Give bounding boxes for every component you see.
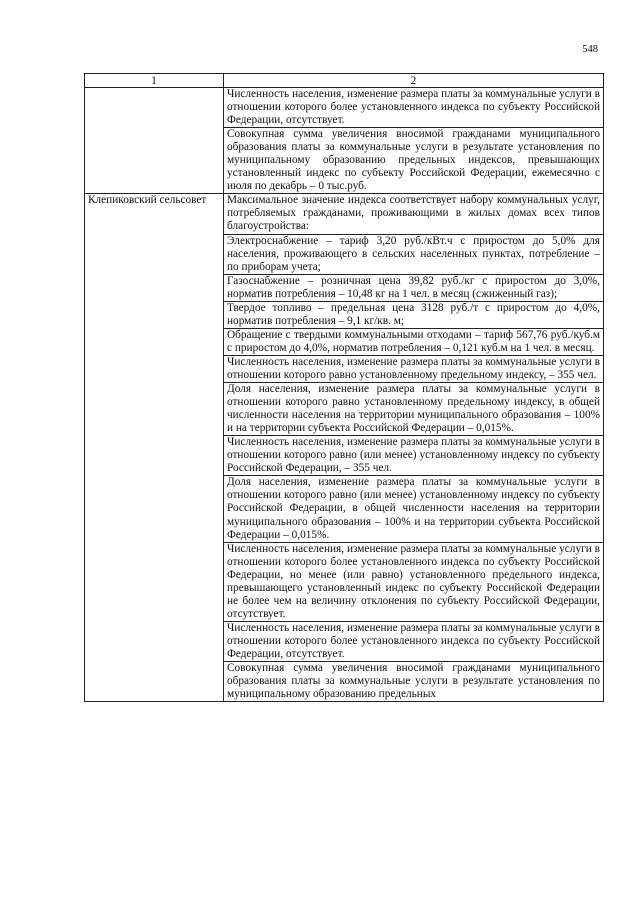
paragraph: Обращение с твердыми коммунальными отходами – тариф 567,76 руб./куб.м с приростом до 4,0%, норматив потребления – 0,121 куб.м на 1 чел. в месяц. [224, 328, 603, 355]
header-row [85, 74, 604, 88]
description-cell [224, 194, 604, 702]
paragraph: Численность населения, изменение размера платы за коммунальные услуги в отношении которого более установленного индекса по субъекту Российской Федерации, отсутствует. [227, 88, 600, 127]
paragraph: Численность населения, изменение размера платы за коммунальные услуги в отношении которого более установленного индекса по субъекту Российской Федерации, но менее (или равно) установленного предельного индекса, превышающего установленный индекс по субъекту Российской Федерации не более чем на величину отклонения по субъекту Российской Федерации, отсутствует. [224, 542, 603, 621]
paragraph: Доля населения, изменение размера платы за коммунальные услуги в отношении которого равно установленному предельному индексу, в общей численности населения на территории муниципального образования – 100% и на территории субъекта Российской Федерации – 0,015%. [224, 382, 603, 435]
page-number: 548 [582, 44, 598, 55]
paragraph: Максимальное значение индекса соответствует набору коммунальных услуг, потребляемых гражданами, проживающими в жилых домах всех типов благоустройства: [227, 194, 600, 233]
table-row [85, 194, 604, 702]
region-cell [85, 88, 224, 194]
tariff-table [84, 73, 604, 702]
paragraph: Совокупная сумма увеличения вносимой гражданами муниципального образования платы за коммунальные услуги в результате установления по муниципальному образованию предельных [224, 661, 603, 701]
paragraph: Твердое топливо – предельная цена 3128 руб./т с приростом до 4,0%, норматив потребления – 9,1 кг/кв. м; [224, 301, 603, 328]
paragraph: Доля населения, изменение размера платы за коммунальные услуги в отношении которого равно (или менее) установленному индексу по субъекту Российской Федерации, в общей численности населения на территории муниципального образования – 100% и на территории субъекта Российской Федерации – 0,015%. [224, 475, 603, 541]
paragraph: Численность населения, изменение размера платы за коммунальные услуги в отношении которого более установленного индекса по субъекту Российской Федерации, отсутствует. [224, 621, 603, 661]
paragraph: Газоснабжение – розничная цена 39,82 руб./кг с приростом до 3,0%, норматив потребления – 10,48 кг на 1 чел. в месяц (сжиженный газ); [224, 274, 603, 301]
column-header-2: 2 [224, 74, 604, 88]
paragraph: Электроснабжение – тариф 3,20 руб./кВт.ч с приростом до 5,0% для населения, проживающего в сельских населенных пунктах, потребление – по приборам учета; [224, 234, 603, 274]
region-cell: Клепиковский сельсовет [85, 194, 224, 702]
paragraph: Совокупная сумма увеличения вносимой гражданами муниципального образования платы за коммунальные услуги в результате установления по муниципальному образованию предельных индексов, превышающих установленный индекс по субъекту Российской Федерации, ежемесячно с июля по декабрь – 0 тыс.руб. [224, 127, 603, 193]
description-cell [224, 88, 604, 194]
column-header-1: 1 [85, 74, 224, 88]
table-row [85, 88, 604, 194]
paragraph: Численность населения, изменение размера платы за коммунальные услуги в отношении которого равно установленному предельному индексу, – 355 чел. [224, 355, 603, 382]
paragraph: Численность населения, изменение размера платы за коммунальные услуги в отношении которого равно (или менее) установленному индексу по субъекту Российской Федерации, – 355 чел. [224, 435, 603, 475]
